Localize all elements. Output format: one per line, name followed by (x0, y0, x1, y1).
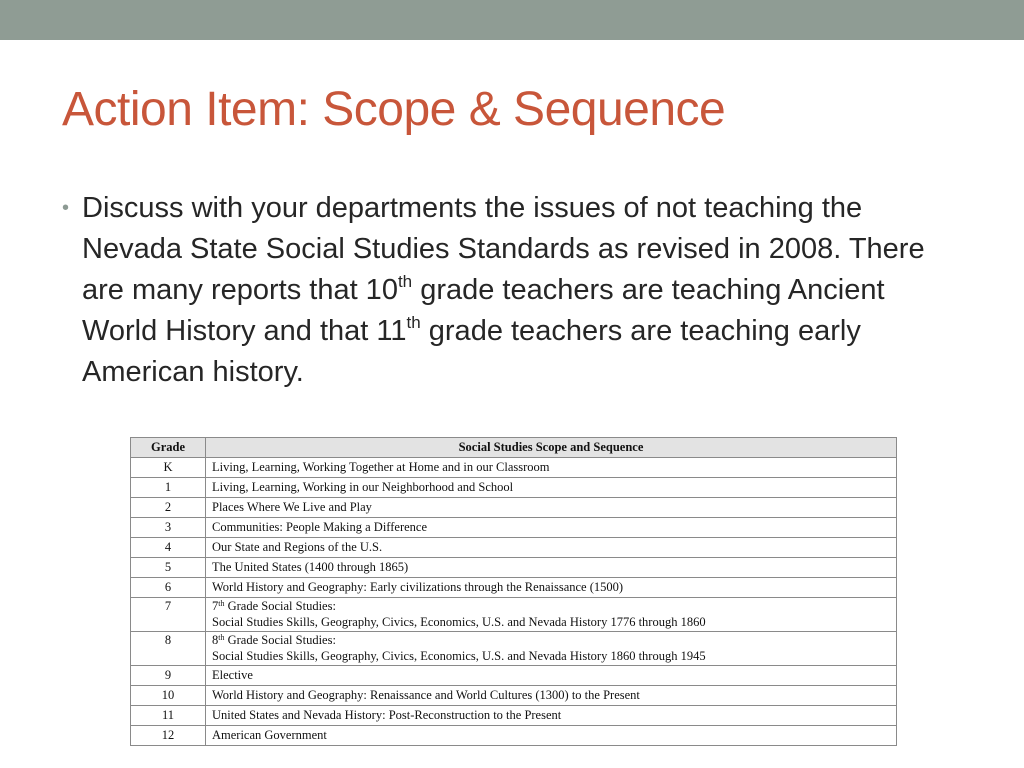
bullet-superscript-2: th (406, 313, 421, 332)
grade-cell: 12 (131, 726, 206, 746)
grade-cell: 6 (131, 578, 206, 598)
description-cell: World History and Geography: Early civilizations through the Renaissance (1500) (206, 578, 897, 598)
grade-cell: 8 (131, 632, 206, 666)
table-row (131, 578, 897, 598)
description-cell: Elective (206, 666, 897, 686)
table-row (131, 558, 897, 578)
description-cell (206, 598, 897, 632)
description-cell: Our State and Regions of the U.S. (206, 538, 897, 558)
table-row (131, 458, 897, 478)
grade-heading: Grade Social Studies: (224, 599, 336, 613)
grade-cell: 5 (131, 558, 206, 578)
table-row (131, 498, 897, 518)
grade-heading: Grade Social Studies: (224, 633, 336, 647)
grade-number: 7 (212, 599, 219, 613)
grade-cell: 2 (131, 498, 206, 518)
table-row (131, 518, 897, 538)
bullet-text-part2: grade teachers are teaching Ancient World History and that 11 (82, 274, 885, 347)
description-cell: United States and Nevada History: Post-Reconstruction to the Present (206, 706, 897, 726)
bullet-text-part1: Discuss with your departments the issues of not teaching the Nevada State Social Studies Standards as revised in 2008. There are many reports that 10 (82, 192, 925, 306)
grade-detail: Social Studies Skills, Geography, Civics, Economics, U.S. and Nevada History 1776 through 1860 (212, 615, 706, 629)
ordinal-suffix: th (218, 599, 225, 608)
description-cell: Places Where We Live and Play (206, 498, 897, 518)
ordinal-suffix: th (218, 633, 225, 642)
description-cell: Living, Learning, Working in our Neighborhood and School (206, 478, 897, 498)
table-row (131, 686, 897, 706)
table-row (131, 726, 897, 746)
header-grade: Grade (131, 438, 206, 458)
table-row (131, 538, 897, 558)
grade-detail: Social Studies Skills, Geography, Civics, Economics, U.S. and Nevada History 1860 through 1945 (212, 649, 706, 663)
grade-cell: 3 (131, 518, 206, 538)
description-cell: World History and Geography: Renaissance and World Cultures (1300) to the Present (206, 686, 897, 706)
description-cell: Communities: People Making a Difference (206, 518, 897, 538)
table-row (131, 666, 897, 686)
table-header-row (131, 438, 897, 458)
description-cell: Living, Learning, Working Together at Home and in our Classroom (206, 458, 897, 478)
grade-cell: 1 (131, 478, 206, 498)
grade-cell: K (131, 458, 206, 478)
grade-cell: 11 (131, 706, 206, 726)
grade-cell: 9 (131, 666, 206, 686)
description-cell: American Government (206, 726, 897, 746)
description-cell (206, 632, 897, 666)
table-row (131, 706, 897, 726)
grade-cell: 4 (131, 538, 206, 558)
table-row (131, 478, 897, 498)
grade-number: 8 (212, 633, 219, 647)
grade-cell: 10 (131, 686, 206, 706)
bullet-superscript-1: th (397, 272, 413, 291)
bullet-text (82, 188, 962, 393)
table-row (131, 632, 897, 666)
bullet-text-part3: grade teachers are teaching early American history. (82, 315, 861, 388)
slide-title: Action Item: Scope & Sequence (62, 83, 726, 136)
description-cell: The United States (1400 through 1865) (206, 558, 897, 578)
grade-cell: 7 (131, 598, 206, 632)
table-row (131, 598, 897, 632)
scope-sequence-table (130, 437, 897, 746)
header-scope: Social Studies Scope and Sequence (206, 438, 897, 458)
scope-sequence-table-image (130, 437, 896, 746)
bullet-dot-icon: • (62, 197, 70, 219)
top-accent-bar (0, 0, 1024, 40)
